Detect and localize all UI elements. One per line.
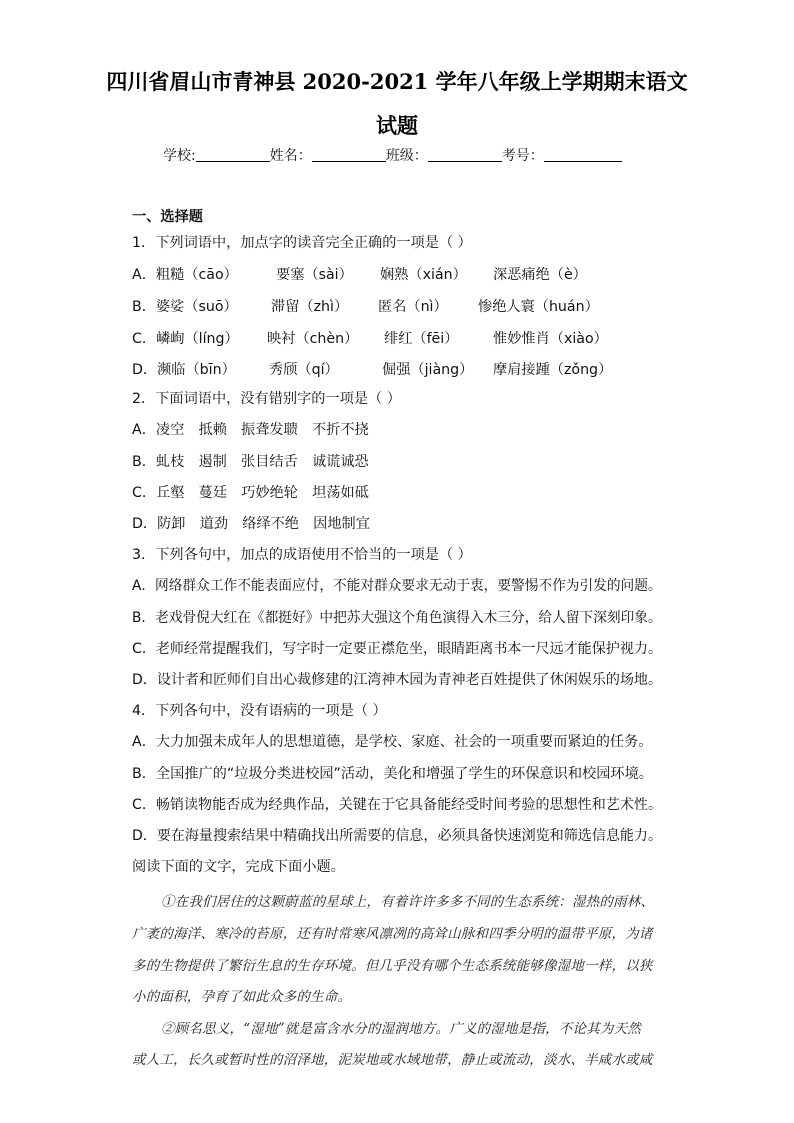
q4-option-a: A．大力加强未成年人的思想道德，是学校、家庭、社会的一项重要而紧迫的任务。 (132, 734, 653, 750)
q2-option-d: D．防卸 道劲 络绎不绝 因地制宜 (132, 516, 370, 532)
q2-option-c: C．丘壑 蔓廷 巧妙绝轮 坦荡如砥 (132, 485, 369, 501)
q1-option-c-2: 映衬（chèn） (267, 331, 359, 347)
exam-no-label: 考号： (501, 148, 544, 164)
q1-option-b-2: 滞留（zhì） (271, 299, 349, 315)
q1-option-b-1: B．婆娑（suō） (132, 299, 238, 315)
question-1-stem: 1．下列词语中，加点字的读音完全正确的一项是（ ） (132, 235, 472, 251)
q4-option-c: C．畅销读物能否成为经典作品，关键在于它具备能经受时间考验的思想性和艺术性。 (132, 797, 663, 813)
q1-option-c-1: C．嶙峋（líng） (132, 331, 239, 347)
q1-option-a-2: 要塞（sài） (276, 267, 353, 283)
reading-instruction: 阅读下面的文字，完成下面小题。 (132, 859, 345, 875)
name-label: 姓名： (269, 148, 312, 164)
q1-option-c-3: 绯红（fēi） (384, 331, 459, 347)
question-3-stem: 3．下列各句中，加点的成语使用不恰当的一项是（ ） (132, 547, 472, 563)
section-heading: 一、选择题 (132, 209, 203, 225)
question-2-stem: 2．下面词语中，没有错别字的一项是（ ） (132, 391, 401, 407)
q1-option-d-1: D．濒临（bīn） (132, 362, 236, 378)
exam-title-line2: 试题 (376, 113, 418, 138)
q3-option-b: B．老戏骨倪大红在《都挺好》中把苏大强这个角色演得入木三分，给人留下深刻印象。 (132, 610, 662, 626)
class-label: 班级： (385, 148, 428, 164)
student-info-row (163, 145, 622, 165)
q3-option-d: D．设计者和匠师们自出心裁修建的江湾神木园为青神老百姓提供了休闲娱乐的场地。 (132, 672, 662, 688)
name-blank[interactable] (312, 147, 386, 162)
passage-line: 或人工，长久或暂时性的沼泽地，泥炭地或水域地带，静止或流动，淡水、半咸水或咸 (132, 1052, 653, 1068)
q4-option-d: D．要在海量搜索结果中精确找出所需要的信息，必须具备快速浏览和筛选信息能力。 (132, 828, 662, 844)
q3-option-a: A．网络群众工作不能表面应付，不能对群众要求无动于衷，要警惕不作为引发的问题。 (132, 578, 662, 594)
q1-option-c-4: 惟妙惟肖（xiào） (493, 331, 608, 347)
passage-line: 小的面积，孕育了如此众多的生命。 (132, 989, 352, 1005)
exam-title-line1: 四川省眉山市青神县 2020-2021 学年八年级上学期期末语文 (106, 69, 688, 94)
passage-line: ②顾名思义，“湿地”就是富含水分的湿润地方。广义的湿地是指，不论其为天然 (161, 1021, 642, 1037)
q1-option-a-1: A．粗糙（cāo） (132, 267, 238, 283)
passage-line: 广袤的海洋、寒冷的苔原，还有时常寒风凛冽的高耸山脉和四季分明的温带平原，为诸 (132, 926, 653, 942)
class-blank[interactable] (428, 147, 502, 162)
q1-option-a-4: 深恶痛绝（è） (493, 267, 587, 283)
q1-option-a-3: 娴熟（xián） (380, 267, 467, 283)
q1-option-b-3: 匿名（nì） (378, 299, 448, 315)
q2-option-b: B．虬枝 遏制 张目结舌 诚谎诚恐 (132, 454, 369, 470)
q1-option-d-4: 摩肩接踵（zǒng） (493, 362, 613, 378)
passage-line: 多的生物提供了繁衍生息的生存环境。但几乎没有哪个生态系统能够像湿地一样，以狭 (132, 958, 653, 974)
exam-no-blank[interactable] (544, 147, 622, 162)
question-4-stem: 4．下列各句中，没有语病的一项是（ ） (132, 703, 387, 719)
q1-option-d-3: 倔强（jiàng） (382, 362, 474, 378)
school-label: 学校: (163, 148, 196, 164)
q2-option-a: A．凌空 抵赖 振聋发聩 不折不挠 (132, 422, 369, 438)
q1-option-d-2: 秀颀（qí） (269, 362, 339, 378)
school-blank[interactable] (196, 147, 270, 162)
passage-line: ①在我们居住的这颗蔚蓝的星球上，有着许许多多不同的生态系统：湿热的雨林、 (161, 894, 655, 910)
q4-option-b: B．全国推广的“垃圾分类进校园”活动，美化和增强了学生的环保意识和校园环境。 (132, 766, 653, 782)
q3-option-c: C．老师经常提醒我们，写字时一定要正襟危坐，眼睛距离书本一尺远才能保护视力。 (132, 641, 663, 657)
q1-option-b-4: 惨绝人寰（huán） (478, 299, 599, 315)
